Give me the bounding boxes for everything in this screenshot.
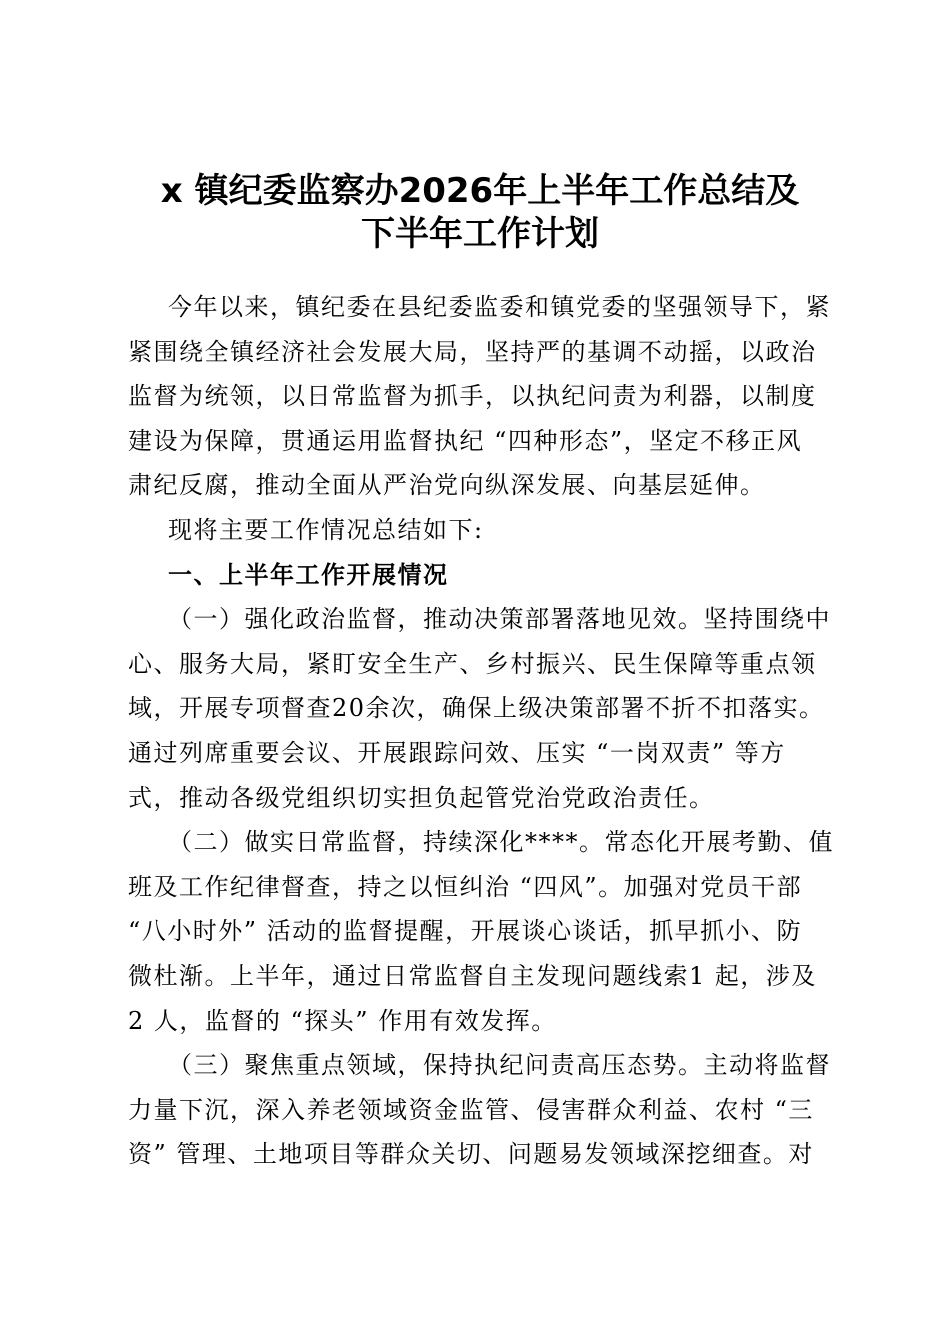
section-1-paragraph-line: （一）强化政治监督，推动决策部署落地见效。坚持围绕中 (168, 605, 831, 634)
intro-paragraph-line: 今年以来，镇纪委在县纪委监委和镇党委的坚强领导下，紧 (168, 293, 831, 321)
section-1-paragraph-line: 域，开展专项督查20余次，确保上级决策部署不折不扣落实。 (128, 694, 825, 723)
section-1-paragraph-line: 式，推动各级党组织切实担负起管党治党政治责任。 (128, 783, 715, 812)
section-2-paragraph-line: （二）做实日常监督，持续深化****。常态化开展考勤、值 (168, 828, 834, 857)
intro-paragraph-line: 肃纪反腐，推动全面从严治党向纵深发展、向基层延伸。 (128, 471, 766, 500)
title-line-2: 下半年工作计划 (361, 214, 599, 254)
summary-lead-line: 现将主要工作情况总结如下: (168, 515, 484, 544)
section-heading: 一、上半年工作开展情况 (168, 560, 449, 589)
section-2-paragraph-line: “八小时外” 活动的监督提醒，开展谈心谈话，抓早抓小、防 (128, 917, 803, 946)
section-3-paragraph-line: 资” 管理、土地项目等群众关切、问题易发领域深挖细查。对 (128, 1140, 814, 1169)
document-title (100, 170, 860, 256)
section-2-paragraph-line: 班及工作纪律督查，持之以恒纠治 “四风”。加强对党员干部 (128, 872, 803, 901)
intro-paragraph-line: 监督为统领，以日常监督为抓手，以执纪问责为利器，以制度 (128, 382, 817, 411)
intro-paragraph-line: 紧围绕全镇经济社会发展大局，坚持严的基调不动摇，以政治 (128, 337, 817, 366)
intro-paragraph-line: 建设为保障，贯通运用监督执纪 “四种形态”，坚定不移正风 (128, 426, 803, 455)
section-1-paragraph-line: 通过列席重要会议、开展跟踪问效、压实 “一岗双责” 等方 (128, 738, 786, 767)
section-3-paragraph-line: 力量下沉，深入养老领域资金监管、侵害群众利益、农村 “三 (128, 1095, 814, 1124)
section-1-paragraph-line: 心、服务大局，紧盯安全生产、乡村振兴、民生保障等重点领 (128, 649, 817, 678)
title-line-1: x 镇纪委监察办2026年上半年工作总结及 (160, 171, 800, 211)
section-3-paragraph-line: （三）聚焦重点领域，保持执纪问责高压态势。主动将监督 (168, 1051, 831, 1080)
section-2-paragraph-line: 2 人，监督的 “探头” 作用有效发挥。 (128, 1006, 557, 1035)
document-body (128, 285, 834, 1177)
section-2-paragraph-line: 微杜渐。上半年，通过日常监督自主发现问题线索1 起，涉及 (128, 961, 817, 990)
